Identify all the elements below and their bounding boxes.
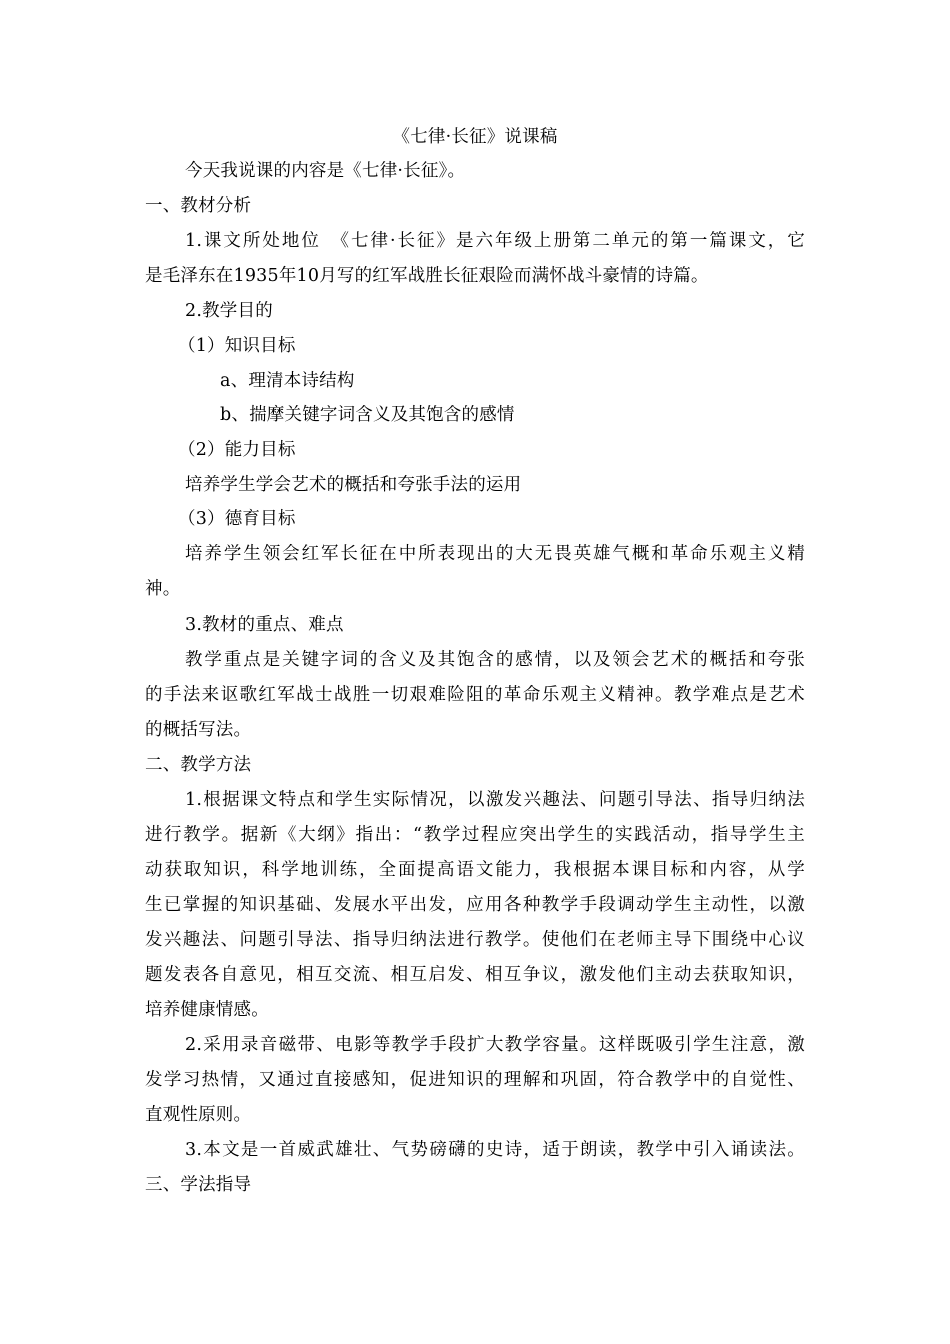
- paragraph-line: 是毛泽东在1935年10月写的红军战胜长征艰险而满怀战斗豪情的诗篇。: [145, 266, 709, 286]
- subheading: （1）知识目标: [178, 336, 296, 356]
- paragraph-line: 2.采用录音磁带、电影等教学手段扩大教学容量。这样既吸引学生注意，激: [185, 1035, 805, 1055]
- paragraph-line: 发学习热情，又通过直接感知，促进知识的理解和巩固，符合教学中的自觉性、: [145, 1070, 805, 1090]
- list-item: a、理清本诗结构: [220, 371, 355, 391]
- paragraph-line: 教学重点是关键字词的含义及其饱含的感情，以及领会艺术的概括和夸张: [185, 650, 805, 670]
- paragraph-line: 培养学生领会红军长征在中所表现出的大无畏英雄气概和革命乐观主义精: [185, 544, 805, 564]
- section-heading-3: 三、学法指导: [145, 1175, 252, 1195]
- paragraph-line: 培养健康情感。: [145, 1000, 269, 1020]
- intro-line: 今天我说课的内容是《七律·长征》。: [185, 161, 466, 181]
- paragraph-line: 动获取知识，科学地训练，全面提高语文能力，我根据本课目标和内容，从学: [145, 860, 805, 880]
- paragraph-line: 1.根据课文特点和学生实际情况，以激发兴趣法、问题引导法、指导归纳法: [185, 790, 805, 810]
- paragraph-line: 直观性原则。: [145, 1105, 252, 1125]
- paragraph-line: 培养学生学会艺术的概括和夸张手法的运用: [185, 475, 522, 495]
- list-item: b、揣摩关键字词含义及其饱含的感情: [220, 405, 515, 425]
- section-heading-1: 一、教材分析: [145, 196, 252, 216]
- paragraph-line: 的概括写法。: [145, 720, 252, 740]
- subheading: 2.教学目的: [185, 301, 273, 321]
- paragraph-line: 的手法来讴歌红军战士战胜一切艰难险阻的革命乐观主义精神。教学难点是艺术: [145, 685, 805, 705]
- subheading: （2）能力目标: [178, 440, 296, 460]
- paragraph-line: 1.课文所处地位 《七律·长征》是六年级上册第二单元的第一篇课文，它: [185, 231, 805, 251]
- paragraph-line: 进行教学。据新《大纲》指出：“教学过程应突出学生的实践活动，指导学生主: [145, 825, 805, 845]
- paragraph-line: 3.本文是一首威武雄壮、气势磅礴的史诗，适于朗读，教学中引入诵读法。: [185, 1140, 805, 1160]
- section-heading-2: 二、教学方法: [145, 755, 252, 775]
- subheading: 3.教材的重点、难点: [185, 615, 344, 635]
- subheading: （3）德育目标: [178, 509, 296, 529]
- paragraph-line: 发兴趣法、问题引导法、指导归纳法进行教学。使他们在老师主导下围绕中心议: [145, 930, 805, 950]
- paragraph-line: 题发表各自意见，相互交流、相互启发、相互争议，激发他们主动去获取知识，: [145, 965, 805, 985]
- paragraph-line: 生已掌握的知识基础、发展水平出发，应用各种教学手段调动学生主动性，以激: [145, 895, 805, 915]
- document-title: 《七律·长征》说课稿: [392, 127, 558, 147]
- paragraph-line: 神。: [145, 579, 181, 599]
